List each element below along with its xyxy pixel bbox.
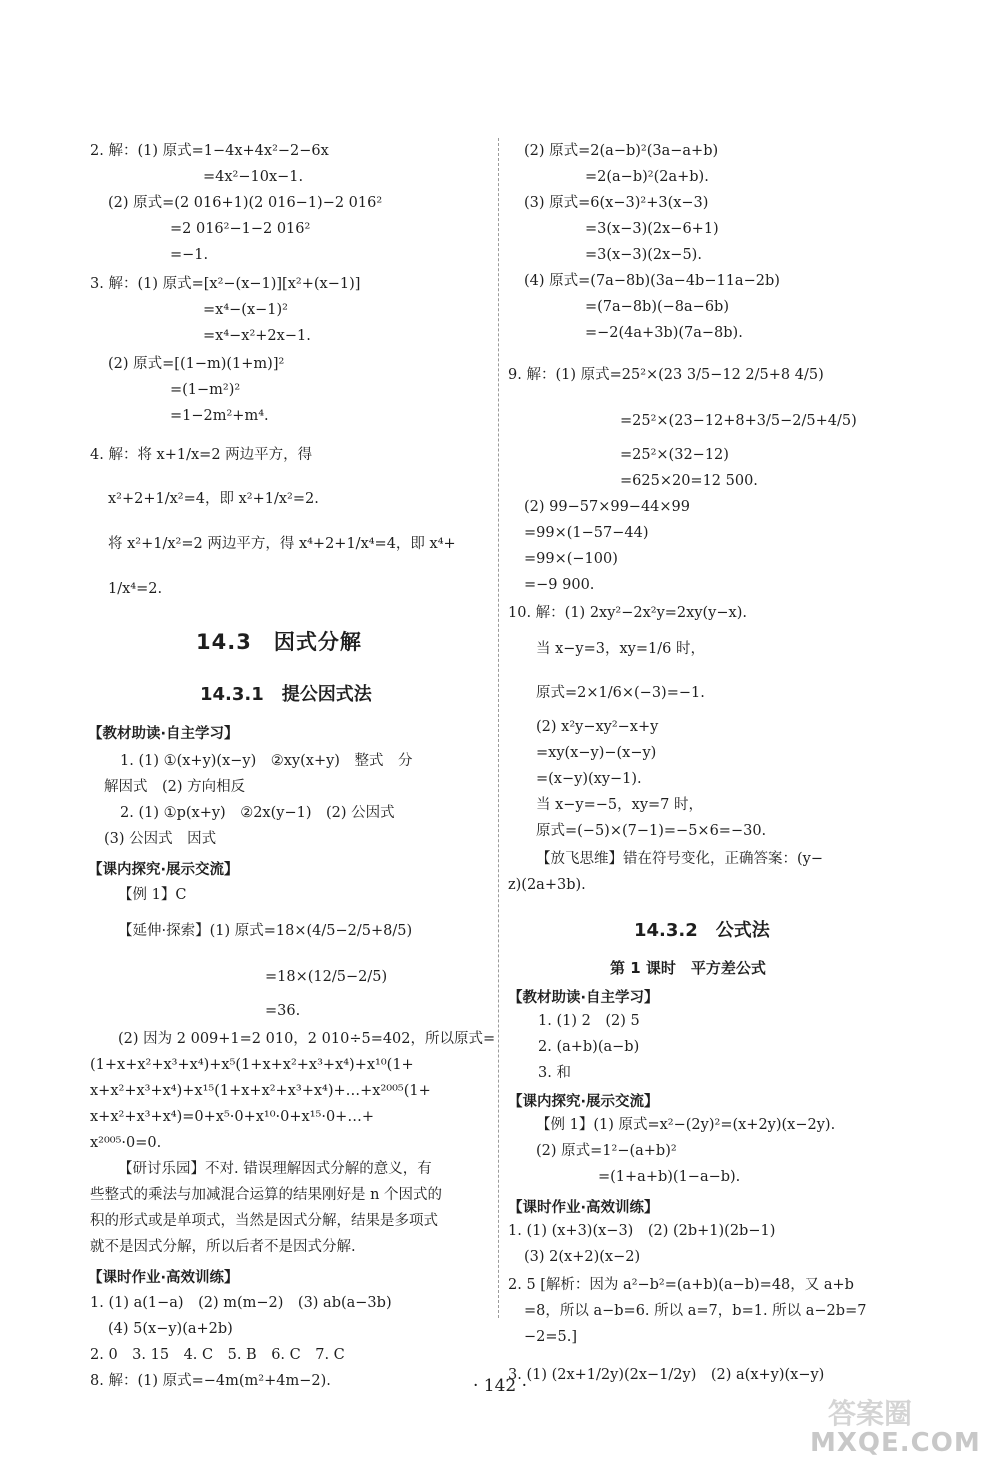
heading-study: 【教材助读·自主学习】 xyxy=(88,726,239,742)
q4-line-4: 1/x⁴=2. xyxy=(108,581,163,597)
research-line-4: 就不是因式分解，所以后者不是因式分解. xyxy=(90,1239,356,1255)
q10-line-3: 原式=2×1/6×(−3)=−1. xyxy=(536,685,705,701)
extend-line-3: =36. xyxy=(265,1003,301,1019)
extend-line-7: x+x²+x³+x⁴)=0+x⁵·0+x¹⁰·0+x¹⁵·0+…+ xyxy=(90,1109,374,1125)
q10-line-9: 【放飞思维】错在符号变化，正确答案：(y− xyxy=(536,851,823,867)
homework-line-3: 2. 0 3. 15 4. C 5. B 6. C 7. C xyxy=(90,1347,345,1363)
page-number: · 142 · xyxy=(472,1376,528,1396)
q10-line-10: z)(2a+3b). xyxy=(508,877,586,893)
q9-line-4: =625×20=12 500. xyxy=(620,473,758,489)
watermark-top: 答案圈 xyxy=(828,1397,913,1430)
heading-homework: 【课时作业·高效训练】 xyxy=(88,1270,239,1286)
study-line-3: 2. (1) ①p(x+y) ②2x(y−1) (2) 公因式 xyxy=(120,805,395,821)
extend-line-2: =18×(12/5−2/5) xyxy=(265,969,388,985)
explore2-line-3: =(1+a+b)(1−a−b). xyxy=(598,1169,741,1185)
section-title: 14.3 因式分解 xyxy=(196,630,362,654)
q3-line-3: =x⁴−x²+2x−1. xyxy=(203,328,311,344)
homework-line-4: 8. 解：(1) 原式=−4m(m²+4m−2). xyxy=(90,1373,331,1389)
homework-line-2: (4) 5(x−y)(a+2b) xyxy=(108,1321,233,1337)
lesson-title: 第 1 课时 平方差公式 xyxy=(610,959,766,977)
q10-line-8: 原式=(−5)×(7−1)=−5×6=−30. xyxy=(536,823,767,839)
q10-line-2: 当 x−y=3，xy=1/6 时， xyxy=(536,641,705,657)
q2-line-3: (2) 原式=(2 016+1)(2 016−1)−2 016² xyxy=(108,195,383,211)
subsection-title: 14.3.1 提公因式法 xyxy=(200,684,372,705)
q2-line-4: =2 016²−1−2 016² xyxy=(170,221,311,237)
column-divider xyxy=(498,138,500,1318)
q4-line-3: 将 x²+1/x²=2 两边平方，得 x⁴+2+1/x⁴=4，即 x⁴+ xyxy=(108,536,456,552)
homework-line-1: 1. (1) a(1−a) (2) m(m−2) (3) ab(a−3b) xyxy=(90,1295,392,1311)
subsection-title-2: 14.3.2 公式法 xyxy=(634,920,770,941)
research-line-1: 【研讨乐园】不对. 错误理解因式分解的意义，有 xyxy=(118,1161,432,1177)
research-line-2: 些整式的乘法与加减混合运算的结果刚好是 n 个因式的 xyxy=(90,1187,443,1203)
q3-line-6: =1−2m²+m⁴. xyxy=(170,408,269,424)
q8-line-4: =3(x−3)(2x−6+1) xyxy=(585,221,719,237)
q9-line-8: =−9 900. xyxy=(524,577,595,593)
heading-explore-2: 【课内探究·展示交流】 xyxy=(508,1094,659,1110)
q8-line-2: =2(a−b)²(2a+b). xyxy=(585,169,709,185)
q3-line-5: =(1−m²)² xyxy=(170,382,241,398)
q8-line-8: =−2(4a+3b)(7a−8b). xyxy=(585,325,743,341)
q9-line-6: =99×(1−57−44) xyxy=(524,525,649,541)
extend-line-6: x+x²+x³+x⁴)+x¹⁵(1+x+x²+x³+x⁴)+…+x²⁰⁰⁵(1+ xyxy=(90,1083,431,1099)
study2-line-3: 3. 和 xyxy=(538,1065,571,1081)
extend-line-5: (1+x+x²+x³+x⁴)+x⁵(1+x+x²+x³+x⁴)+x¹⁰(1+ xyxy=(90,1057,414,1073)
heading-study-2: 【教材助读·自主学习】 xyxy=(508,990,659,1006)
watermark xyxy=(802,1392,981,1464)
explore2-line-1: 【例 1】(1) 原式=x²−(2y)²=(x+2y)(x−2y). xyxy=(536,1117,836,1133)
study2-line-2: 2. (a+b)(a−b) xyxy=(538,1039,640,1055)
q10-line-1: 10. 解：(1) 2xy²−2x²y=2xy(y−x). xyxy=(508,605,747,621)
homework2-line-5: −2=5.] xyxy=(524,1329,578,1345)
q3-line-1: 3. 解：(1) 原式=[x²−(x−1)][x²+(x−1)] xyxy=(90,276,361,292)
q10-line-4: (2) x²y−xy²−x+y xyxy=(536,719,659,735)
study-line-1: 1. (1) ①(x+y)(x−y) ②xy(x+y) 整式 分 xyxy=(120,753,413,769)
q9-line-1: 9. 解：(1) 原式=25²×(23 3/5−12 2/5+8 4/5) xyxy=(508,367,824,383)
extend-line-4: (2) 因为 2 009+1=2 010，2 010÷5=402，所以原式= xyxy=(118,1031,496,1047)
q4-line-1: 4. 解：将 x+1/x=2 两边平方，得 xyxy=(90,447,313,463)
q8-line-5: =3(x−3)(2x−5). xyxy=(585,247,702,263)
q8-line-6: (4) 原式=(7a−8b)(3a−4b−11a−2b) xyxy=(524,273,780,289)
homework2-line-6: 3. (1) (2x+1/2y)(2x−1/2y) (2) a(x+y)(x−y) xyxy=(508,1367,825,1383)
example-1: 【例 1】C xyxy=(118,887,187,903)
homework2-line-3: 2. 5 [解析：因为 a²−b²=(a+b)(a−b)=48，又 a+b xyxy=(508,1277,854,1293)
q9-line-7: =99×(−100) xyxy=(524,551,618,567)
q2-line-2: =4x²−10x−1. xyxy=(203,169,304,185)
study-line-4: (3) 公因式 因式 xyxy=(104,831,217,847)
q8-line-3: (3) 原式=6(x−3)²+3(x−3) xyxy=(524,195,709,211)
q8-line-1: (2) 原式=2(a−b)²(3a−a+b) xyxy=(524,143,719,159)
extend-line-8: x²⁰⁰⁵·0=0. xyxy=(90,1135,162,1151)
q9-line-2: =25²×(23−12+8+3/5−2/5+4/5) xyxy=(620,413,857,429)
heading-homework-2: 【课时作业·高效训练】 xyxy=(508,1200,659,1216)
explore2-line-2: (2) 原式=1²−(a+b)² xyxy=(536,1143,677,1159)
q3-line-2: =x⁴−(x−1)² xyxy=(203,302,288,318)
study-line-2: 解因式 (2) 方向相反 xyxy=(104,779,246,795)
watermark-bottom: MXQE.COM xyxy=(810,1428,981,1458)
q4-line-2: x²+2+1/x²=4，即 x²+1/x²=2. xyxy=(108,491,319,507)
q2-line-5: =−1. xyxy=(170,247,209,263)
heading-explore: 【课内探究·展示交流】 xyxy=(88,862,239,878)
study2-line-1: 1. (1) 2 (2) 5 xyxy=(538,1013,640,1029)
homework2-line-1: 1. (1) (x+3)(x−3) (2) (2b+1)(2b−1) xyxy=(508,1223,776,1239)
homework2-line-4: =8，所以 a−b=6. 所以 a=7，b=1. 所以 a−2b=7 xyxy=(524,1303,867,1319)
q9-line-5: (2) 99−57×99−44×99 xyxy=(524,499,690,515)
q2-line-1: 2. 解：(1) 原式=1−4x+4x²−2−6x xyxy=(90,143,329,159)
extend-line-1: 【延伸·探索】(1) 原式=18×(4/5−2/5+8/5) xyxy=(118,923,413,939)
q10-line-5: =xy(x−y)−(x−y) xyxy=(536,745,657,761)
research-line-3: 积的形式或是单项式，当然是因式分解，结果是多项式 xyxy=(90,1213,438,1229)
q10-line-6: =(x−y)(xy−1). xyxy=(536,771,642,787)
homework2-line-2: (3) 2(x+2)(x−2) xyxy=(524,1249,641,1265)
q10-line-7: 当 x−y=−5，xy=7 时， xyxy=(536,797,704,813)
q3-line-4: (2) 原式=[(1−m)(1+m)]² xyxy=(108,356,285,372)
q8-line-7: =(7a−8b)(−8a−6b) xyxy=(585,299,729,315)
q9-line-3: =25²×(32−12) xyxy=(620,447,729,463)
